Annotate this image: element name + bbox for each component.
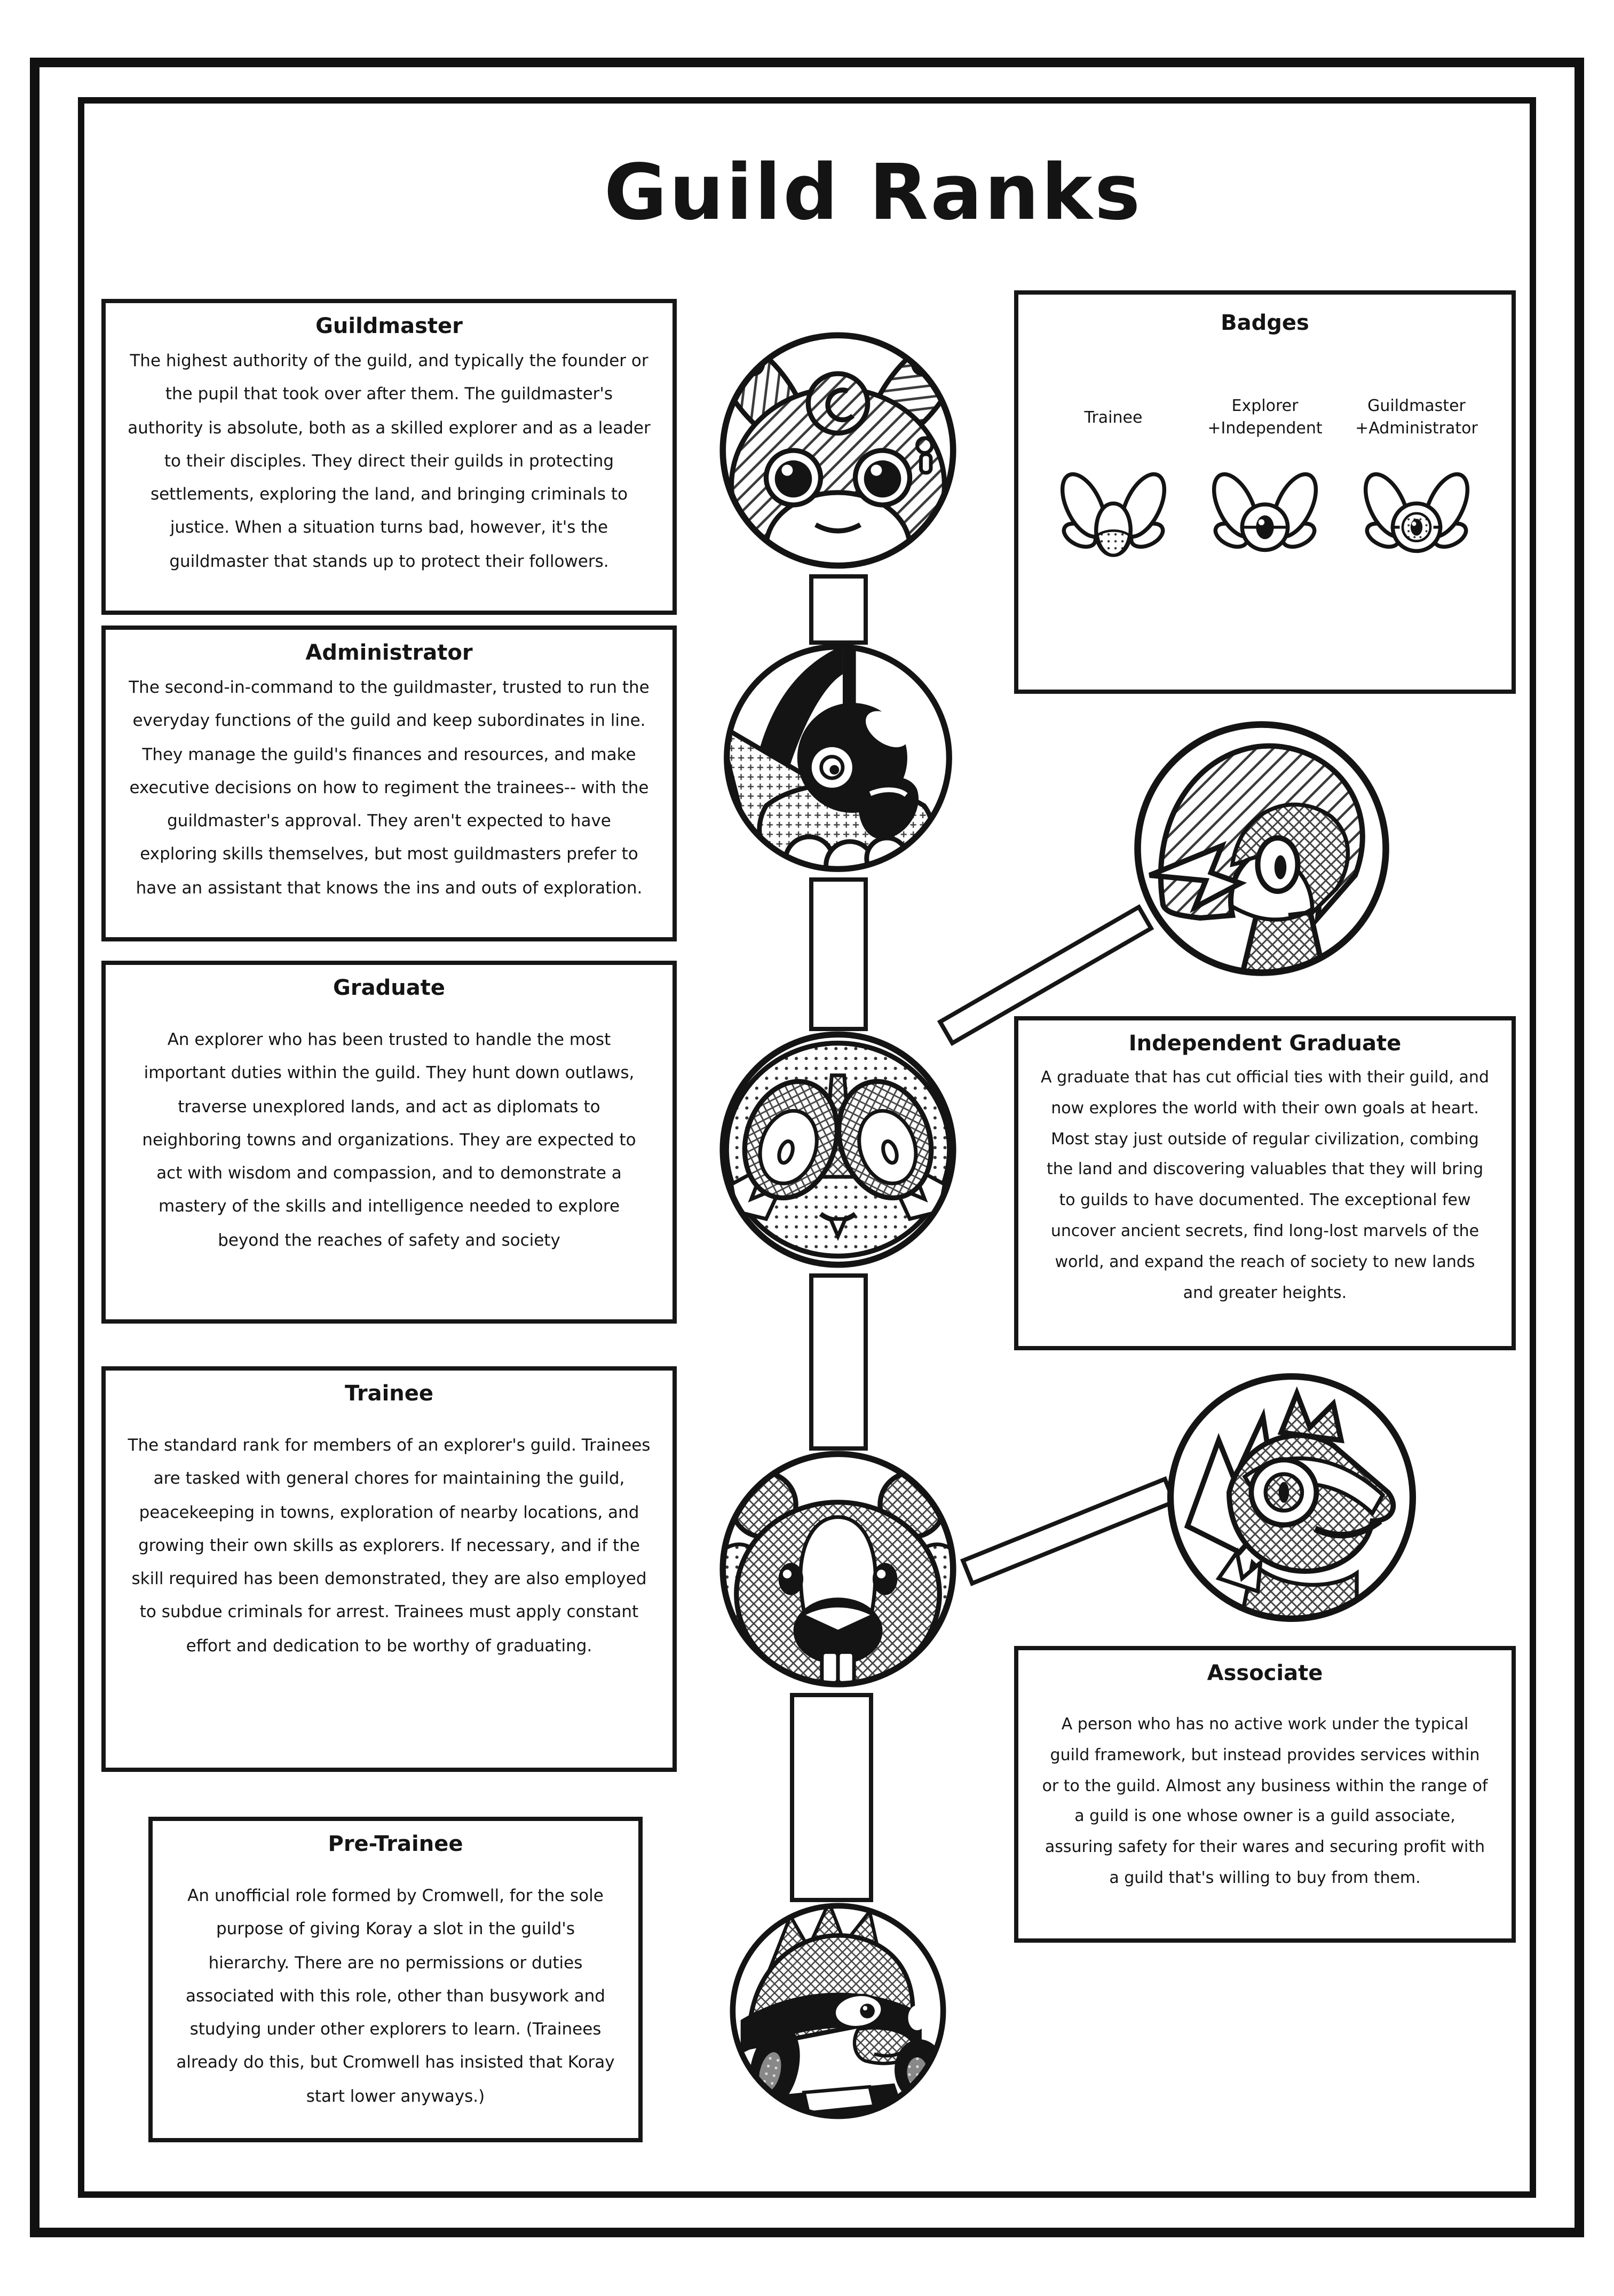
wigglytuff-icon [714,327,962,574]
badge-item-trainee [1038,386,1189,569]
connector-graduate-trainee [809,1273,868,1451]
administrator-title: Administrator [305,639,473,665]
riolu-icon [725,1898,951,2124]
pre-trainee-portrait [725,1898,951,2124]
connector-trainee-pretrainee [790,1693,873,1902]
gallade-icon [1128,715,1395,982]
pre-trainee-description: An unofficial role formed by Cromwell, for the sole purpose of giving Koray a slot in the guild's hierarchy. There are no permissions or duties associated with this role, other than busywork and studying under other explorers to learn. (Trainees already do this, but Cromwell has insisted that Koray start lower anyways.) [176,1886,615,2106]
graduate-portrait [714,1026,962,1273]
trainee-box [101,1366,677,1772]
trainee-description: The standard rank for members of an explorer's guild. Trainees are tasked with general chores for maintaining the guild, peacekeeping in towns, exploration of nearby locations, and growing their own skills as explorers. If necessary, and if the skill required has been demonstrated, they are also employed to subdue criminals for arrest. Trainees must apply constant effort and dedication to be worthy of graduating. [128,1436,651,1656]
badges-row [1018,386,1512,569]
administrator-portrait [718,638,958,877]
guildmaster-portrait [714,327,962,574]
guildmaster-title: Guildmaster [315,313,463,338]
independent-graduate-portrait [1128,715,1395,982]
chatot-icon [718,638,958,877]
pre-trainee-box [148,1817,643,2142]
graduate-box [101,961,677,1324]
independent-graduate-title: Independent Graduate [1128,1030,1402,1056]
associate-title: Associate [1207,1660,1323,1685]
badge-item-explorer-independent [1189,386,1341,569]
bidoof-icon [714,1445,962,1693]
connector-guildmaster-administrator [809,574,868,645]
kecleon-icon [1161,1367,1422,1628]
noibat-icon [714,1026,962,1273]
guildmaster-box [101,299,677,615]
badges-title: Badges [1221,310,1309,335]
explorer-independent-badge-icon [1196,470,1334,569]
badge-label-explorer-independent: Explorer +Independent [1207,396,1323,438]
badges-box [1014,290,1516,694]
administrator-box [101,626,677,941]
independent-graduate-description: A graduate that has cut official ties with their guild, and now explores the world with their own goals at heart. Most stay just outside of regular civilization, combing the land and discovering valuables that they will bring to guilds to have documented. The exceptional few uncover ancient secrets, find long-lost marvels of the world, and expand the reach of society to new lands and greater heights. [1041,1067,1489,1302]
trainee-badge-icon [1044,470,1183,569]
associate-portrait [1161,1367,1422,1628]
pre-trainee-title: Pre-Trainee [328,1831,463,1856]
guildmaster-administrator-badge-icon [1347,470,1486,569]
associate-box [1014,1646,1516,1943]
connector-administrator-graduate [809,877,868,1031]
associate-description: A person who has no active work under the typical guild framework, but instead provides services within or to the guild. Almost any business within the range of a guild is one whose owner is a guild associate, assuring safety for their wares and securing profit with a guild that's willing to buy from them. [1042,1714,1488,1887]
trainee-title: Trainee [344,1380,434,1406]
guildmaster-description: The highest authority of the guild, and typically the founder or the pupil that took over after them. The guildmaster's authority is absolute, both as a skilled explorer and as a leader to their disciples. They direct their guilds in protecting settlements, exploring the land, and bringing criminals to justice. When a situation turns bad, however, it's the guildmaster that stands up to protect their followers. [128,351,651,571]
badge-label-trainee: Trainee [1084,407,1143,426]
graduate-description: An explorer who has been trusted to handle the most important duties within the guild. They hunt down outlaws, traverse unexplored lands, and act as diplomats to neighboring towns and organizations. They are expected to act with wisdom and compassion, and to demonstrate a mastery of the skills and intelligence needed to explore beyond the reaches of safety and society [142,1030,636,1250]
trainee-portrait [714,1445,962,1693]
badge-label-guildmaster-administrator: Guildmaster +Administrator [1355,396,1478,438]
badge-item-guildmaster-administrator [1341,386,1492,569]
administrator-description: The second-in-command to the guildmaster, trusted to run the everyday functions of the guild and keep subordinates in line. They manage the guild's finances and resources, and make executive decisions on how to regiment the trainees-- with the guildmaster's approval. They aren't expected to have exploring skills themselves, but most guildmasters prefer to have an assistant that knows the ins and outs of exploration. [129,678,650,898]
graduate-title: Graduate [333,975,445,1000]
independent-graduate-box [1014,1016,1516,1350]
page-title: Guild Ranks [604,147,1143,237]
